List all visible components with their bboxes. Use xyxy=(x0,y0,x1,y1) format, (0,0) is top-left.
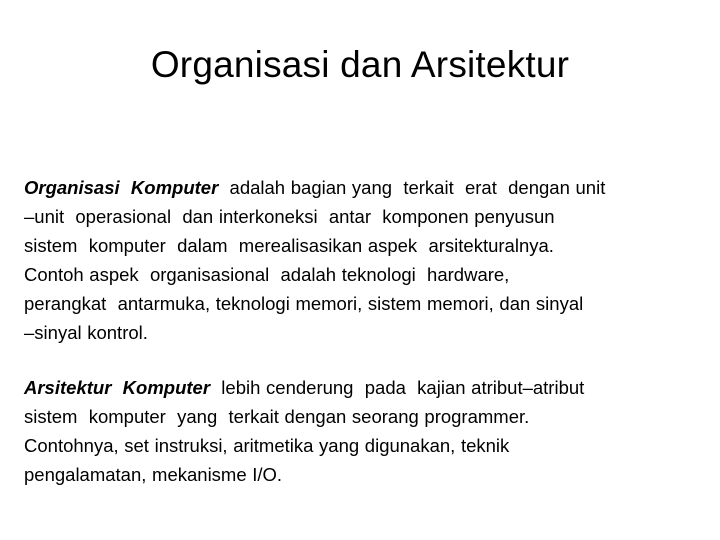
paragraph-line: –sinyal kontrol. xyxy=(24,322,148,343)
paragraph-line: –unit operasional dan interkoneksi antar komponen penyusun xyxy=(24,206,555,227)
paragraph-line xyxy=(24,173,696,202)
arsitektur-paragraph xyxy=(24,373,696,489)
paragraph-line: pengalamatan, mekanisme I/O. xyxy=(24,464,283,485)
paragraph-line: sistem komputer dalam merealisasikan aspek arsitekturalnya. xyxy=(24,235,554,256)
term-arsitektur-komputer: Arsitektur Komputer xyxy=(24,377,211,398)
paragraph-line: Contoh aspek organisasional adalah teknologi hardware, xyxy=(24,264,510,285)
paragraph-line xyxy=(24,373,696,402)
slide-title: Organisasi dan Arsitektur xyxy=(150,44,570,85)
paragraph-line: sistem komputer yang terkait dengan seorang programmer. xyxy=(24,406,530,427)
line-text: adalah bagian yang terkait erat dengan unit xyxy=(218,177,606,198)
term-organisasi-komputer: Organisasi Komputer xyxy=(24,177,219,198)
paragraph-line: perangkat antarmuka, teknologi memori, sistem memori, dan sinyal xyxy=(24,293,584,314)
line-text: lebih cenderung pada kajian atribut–atribut xyxy=(210,377,585,398)
paragraph-line: Contohnya, set instruksi, aritmetika yang digunakan, teknik xyxy=(24,435,510,456)
organisasi-paragraph xyxy=(24,173,696,347)
